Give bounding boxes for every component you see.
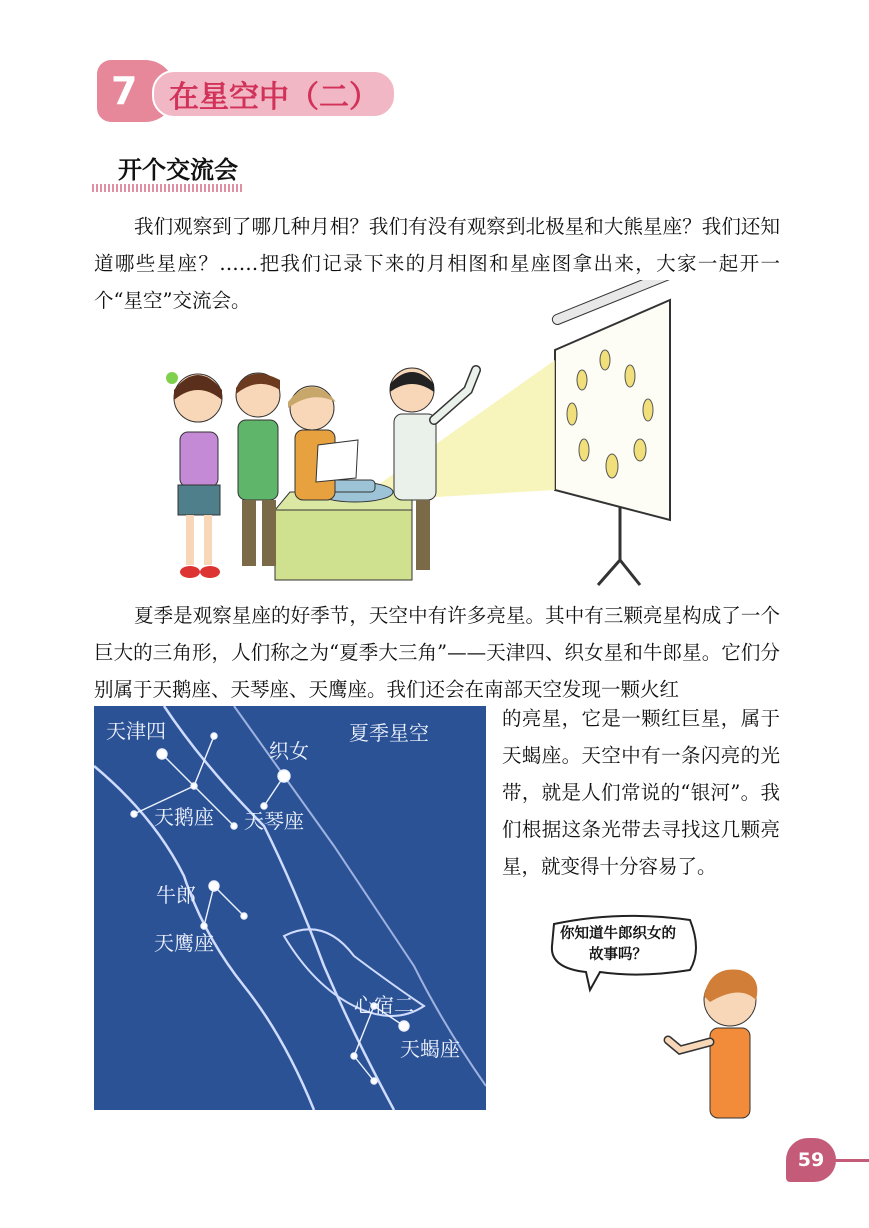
boy-asking-figure (668, 970, 757, 1118)
speech-bubble-text: 你知道牛郎织女的故事吗？ (560, 926, 676, 963)
label-scorpius: 天蝎座 (400, 1037, 460, 1061)
summer-sky-paragraph: 夏季是观察星座的好季节，天空中有许多亮星。其中有三颗亮星构成了一个巨大的三角形，人们称之为“夏季大三角”——天津四、织女星和牛郎星。它们分别属于天鹅座、天琴座、天鹰座。我们还会在南部天空发现一颗火红 (94, 604, 780, 701)
projection-screen (551, 280, 675, 585)
chapter-number-badge: 7 (97, 60, 175, 122)
label-aquila: 天鹰座 (154, 931, 214, 955)
label-antares: 心宿二 (354, 993, 414, 1017)
chapter-title: 在星空中（二） (152, 70, 396, 118)
section-title: 开个交流会 (118, 156, 238, 184)
milky-way-paragraph: 的亮星，它是一颗红巨星，属于天蝎座。天空中有一条闪亮的光带，就是人们常说的“银河”。我们根据这条光带去寻找这几颗亮星，就变得十分容易了。 (502, 707, 780, 878)
intro-paragraph: 我们观察到了哪几种月相？我们有没有观察到北极星和大熊星座？我们还知道哪些星座？……把我们记录下来的月相图和星座图拿出来，大家一起开一个“星空”交流会。 (94, 215, 780, 312)
classroom-illustration (150, 280, 690, 592)
sky-map-title: 夏季星空 (349, 721, 429, 745)
label-cygnus: 天鹅座 (154, 805, 214, 829)
label-vega: 织女 (269, 739, 309, 763)
label-deneb: 天津四 (106, 719, 166, 743)
label-altair: 牛郎 (156, 883, 196, 907)
section-underline (92, 184, 244, 192)
summer-sky-map (94, 706, 486, 1110)
label-lyra: 天琴座 (244, 809, 304, 833)
page-number: 59 (786, 1138, 836, 1182)
girl-figure (166, 372, 222, 578)
boy-figure (236, 373, 280, 566)
